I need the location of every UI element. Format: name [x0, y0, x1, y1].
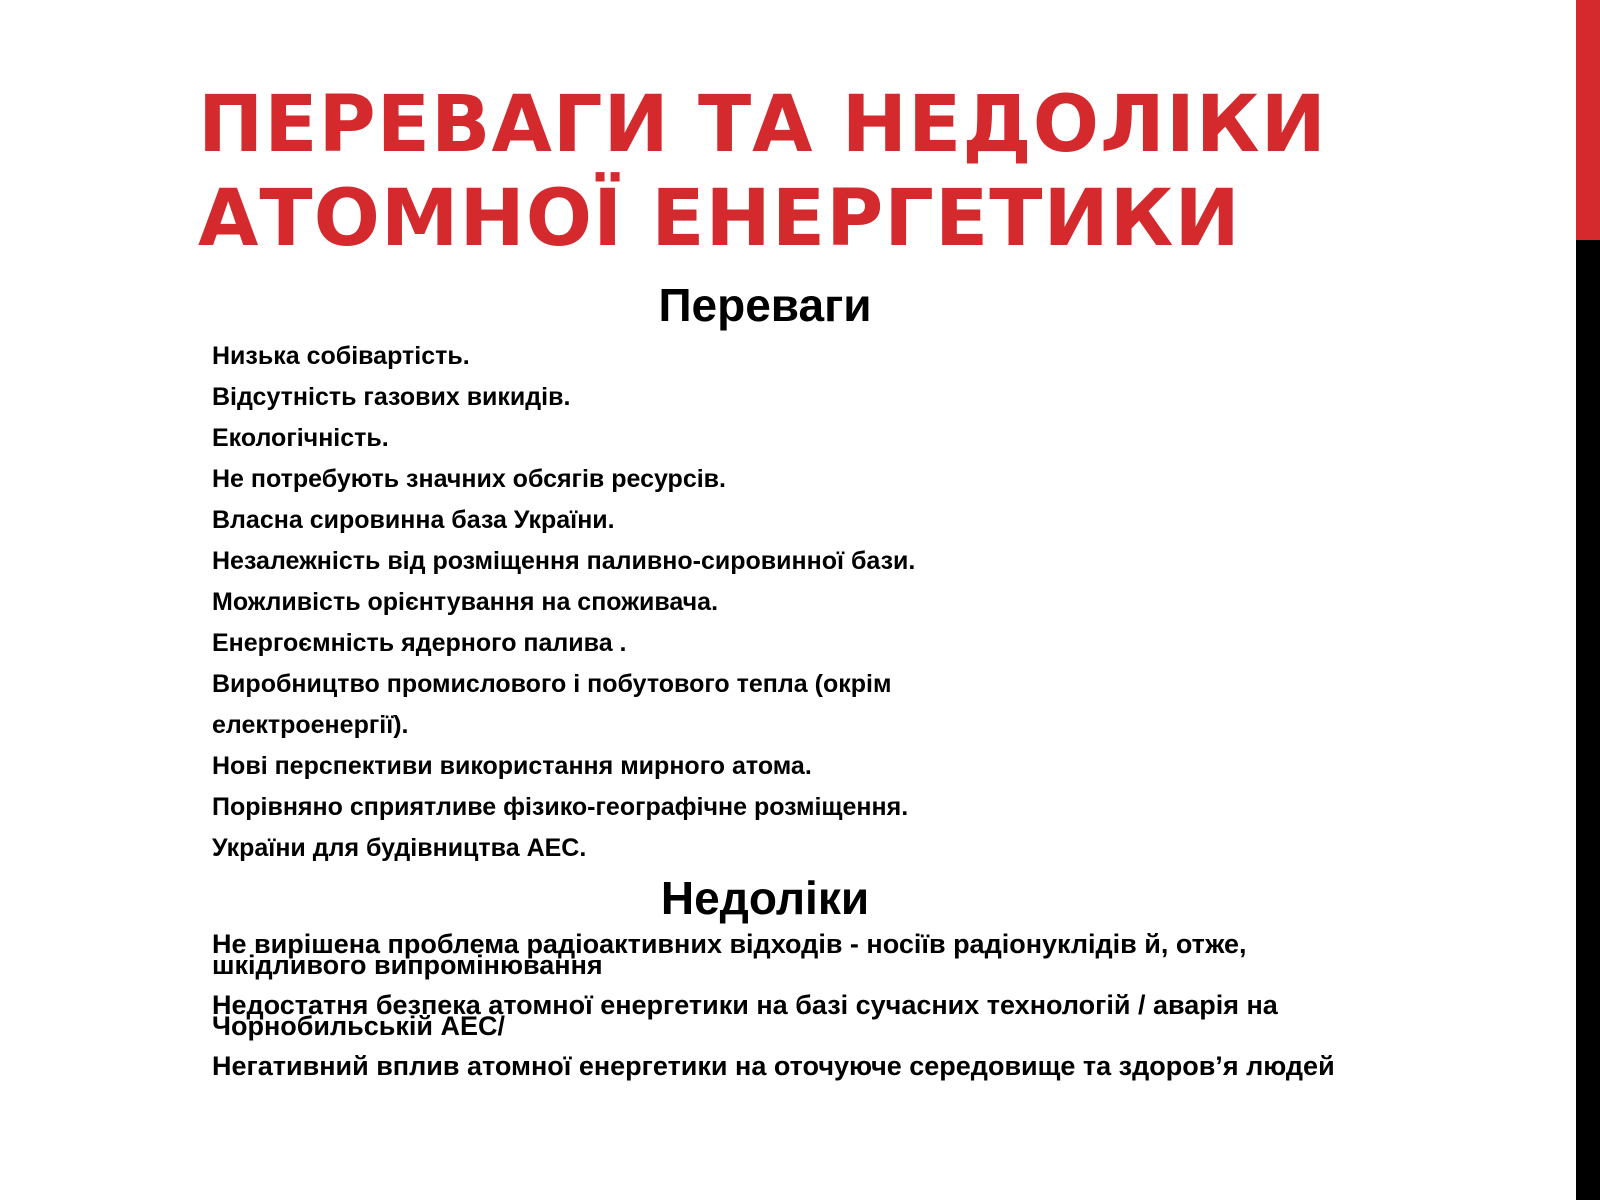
slide-title	[198, 78, 1558, 266]
advantage-item: Екологічність.	[212, 424, 389, 452]
advantage-item: Власна сировинна база України.	[212, 506, 615, 534]
advantage-item: Порівняно сприятливе фізико-географічне розміщення.	[212, 793, 909, 821]
advantage-item: Не потребують значних обсягів ресурсів.	[212, 465, 726, 493]
advantage-item: Можливість орієнтування на споживача.	[212, 588, 719, 616]
disadvantages-list	[212, 929, 1342, 1096]
disadvantage-item: Не вирішена проблема радіоактивних відходів - носіїв радіонуклідів й, отже, шкідливого випромінювання	[212, 929, 1247, 980]
disadvantage-item: Негативний вплив атомної енергетики на оточуюче середовище та здоров’я людей	[212, 1051, 1335, 1081]
advantage-item: Нові перспективи використання мирного атома.	[212, 752, 812, 780]
slide-title-line-2: АТОМНОЇ ЕНЕРГЕТИКИ	[198, 174, 1241, 264]
advantages-list	[212, 336, 1362, 869]
side-accent-bar-black	[1576, 240, 1600, 1200]
advantage-item: Низька собівартість.	[212, 342, 470, 370]
side-accent-bar-red	[1576, 0, 1600, 240]
advantages-heading: Переваги	[658, 279, 872, 331]
disadvantage-item: Недостатня безпека атомної енергетики на базі сучасних технологій / аварія на Чорнобильській АЕС/	[212, 990, 1278, 1041]
advantage-item: України для будівництва АЕС.	[212, 834, 587, 862]
advantage-item: Енергоємність ядерного палива .	[212, 629, 627, 657]
advantage-item: Відсутність газових викидів.	[212, 383, 571, 411]
advantage-item: Виробництво промислового і побутового тепла (окрім	[212, 670, 892, 698]
advantage-item: електроенергії).	[212, 711, 409, 739]
advantage-item: Незалежність від розміщення паливно-сировинної бази.	[212, 547, 916, 575]
slide-title-line-1: ПЕРЕВАГИ ТА НЕДОЛІКИ	[198, 80, 1327, 170]
disadvantages-heading: Недоліки	[660, 872, 870, 924]
